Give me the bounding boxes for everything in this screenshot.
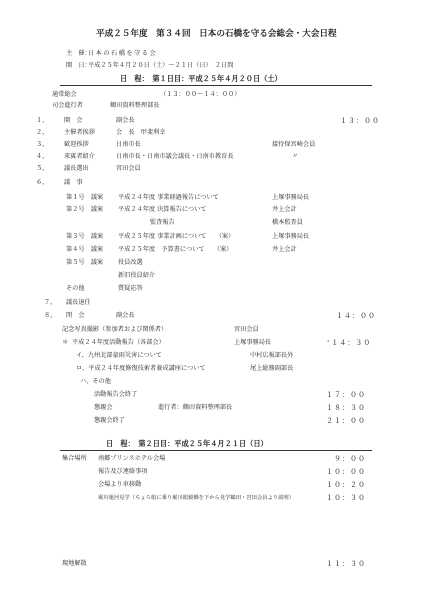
- day1-heading-underline: [60, 85, 372, 86]
- item8-role: 副会長: [116, 312, 135, 319]
- photo-who: 宮田会員: [234, 326, 259, 333]
- item8-label: 閉 会: [66, 312, 85, 319]
- item2-role: 会 長 甲斐利幸: [116, 129, 166, 136]
- item3-role: 日南市長: [116, 141, 141, 148]
- general-label: 通常総会: [52, 91, 77, 98]
- agenda3-text: 監査報告: [150, 219, 175, 226]
- day2-item2: 会場より車移動: [98, 481, 142, 488]
- agenda5-text: 平成２５年度 予算書について （案）: [118, 246, 233, 253]
- item1-label: 開 会: [64, 117, 83, 124]
- agenda2-text: 平成２４年度 決算報告について: [118, 206, 207, 213]
- item4-extra: 〃: [292, 153, 299, 160]
- item4-num: ４，: [36, 153, 49, 160]
- agenda5-no: 第４号 議案: [66, 246, 104, 253]
- photo-label: 記念写真撮影（参加者および関係者）: [62, 326, 168, 333]
- report-who: 上塚事務局長: [234, 339, 272, 346]
- report-i: イ、九州北部豪雨災害について: [76, 352, 162, 359]
- item1-num: １，: [36, 117, 49, 124]
- item5-role: 宮田会員: [116, 165, 141, 172]
- dismiss-time: １１：３０: [326, 560, 366, 568]
- item3-label: 歓迎挨拶: [64, 141, 89, 148]
- report-mark: ＊: [62, 339, 69, 346]
- agenda1-who: 上塚事務局長: [272, 194, 310, 201]
- item8-num: ８，: [44, 312, 57, 319]
- gather-label: 集合場所: [62, 455, 87, 462]
- day2-heading-underline: [60, 450, 372, 451]
- mc-label: 司会進行者: [52, 102, 83, 109]
- item2-num: ２，: [36, 129, 49, 136]
- item7-num: ７，: [44, 299, 57, 306]
- period: 平成２５年４月２０日（土）〜２１日（日） ２日間: [88, 62, 234, 69]
- day2-heading: 日 程： 第２日目：平成２５年４月２１日（日）: [106, 439, 268, 448]
- party-label: 懇親会: [94, 404, 113, 411]
- gather-time: ９：００: [334, 455, 366, 463]
- day2-item3-time: １０：３０: [326, 494, 366, 502]
- report-ro-who: 尾上総務副部長: [250, 365, 294, 372]
- report-i-who: 中村広報部長外: [250, 352, 294, 359]
- item3-extra: 接待保宮崎会員: [272, 141, 316, 148]
- period-label: 開 日：: [66, 62, 91, 69]
- item6-label: 議 事: [64, 179, 83, 186]
- agenda6-text: 役員改選: [118, 259, 143, 266]
- agenda5-who: 井上会計: [272, 246, 297, 253]
- report-label: 平成２４年度活動報告（各部会）: [72, 339, 165, 346]
- mc: 鶴田資料整理部長: [110, 102, 160, 109]
- sponsor-label: 主 催：: [66, 50, 91, 57]
- agenda4-no: 第３号 議案: [66, 233, 104, 240]
- agenda2-no: 第２号 議案: [66, 206, 104, 213]
- agenda3-who: 橋本監査員: [272, 219, 303, 226]
- party-end-time: ２１：００: [326, 417, 366, 425]
- agenda4-who: 上塚事務局長: [272, 233, 310, 240]
- agenda2-who: 井上会計: [272, 206, 297, 213]
- report-time: '１４：３０: [326, 339, 372, 347]
- item7-label: 議長退任: [66, 299, 91, 306]
- item5-num: ５，: [36, 165, 49, 172]
- agenda8-no: その他: [66, 285, 85, 292]
- party-mc: 進行者：鶴田資料整理部長: [158, 404, 233, 411]
- general-time: （１３：００〜１４：００）: [160, 91, 241, 98]
- agenda6-no: 第５号 議案: [66, 259, 104, 266]
- item4-label: 来賓者紹介: [64, 153, 95, 160]
- item5-label: 議長選出: [64, 165, 89, 172]
- party-end-label: 懇親会終了: [94, 417, 125, 424]
- party-time: １８：３０: [326, 404, 366, 412]
- item6-num: ６，: [36, 179, 49, 186]
- reception-label: 活動報告会終了: [94, 391, 138, 398]
- report-ro: ロ、平成２４年度修復技術者養成講座について: [76, 365, 206, 372]
- gather-place: 南郷プリンスホテル会場: [98, 455, 166, 462]
- item1-role: 副会長: [116, 117, 135, 124]
- day2-item3: 堀川運河見学（ちょろ船に乗り堀川眼鏡橋を下から見学鶴田・宮田会員より説明）: [98, 495, 294, 501]
- document-title: 平成２５年度 第３４回 日本の石橋を守る会総会・大会日程: [96, 29, 337, 39]
- reception-time: １７：００: [326, 391, 366, 399]
- item3-num: ３，: [36, 141, 49, 148]
- agenda4-text: 平成２５年度 事業計画について （案）: [118, 233, 235, 240]
- sponsor: 日本の石橋を守る会: [88, 50, 158, 57]
- day2-item1: 報告及び連絡事項: [98, 468, 148, 475]
- item1-time: １３：００: [340, 117, 380, 125]
- item8-time: １４：００: [336, 312, 376, 320]
- item4-role: 日南市長・日南市議会議長・日南市教育長: [116, 153, 234, 160]
- other-label: ハ、その他: [80, 378, 111, 385]
- dismiss-label: 現地解散: [62, 560, 87, 567]
- item2-label: 主催者挨拶: [64, 129, 95, 136]
- agenda8-text: 質疑応答: [118, 285, 143, 292]
- agenda7-text: 新旧役員紹介: [118, 272, 156, 279]
- agenda1-no: 第１号 議案: [66, 194, 104, 201]
- day1-heading: 日 程： 第１日目：平成２５年４月２０日（土）: [120, 74, 282, 83]
- day2-item2-time: １０：２０: [326, 481, 366, 489]
- day2-item1-time: １０：００: [326, 468, 366, 476]
- agenda1-text: 平成２４年度 事業経過報告について: [118, 194, 219, 201]
